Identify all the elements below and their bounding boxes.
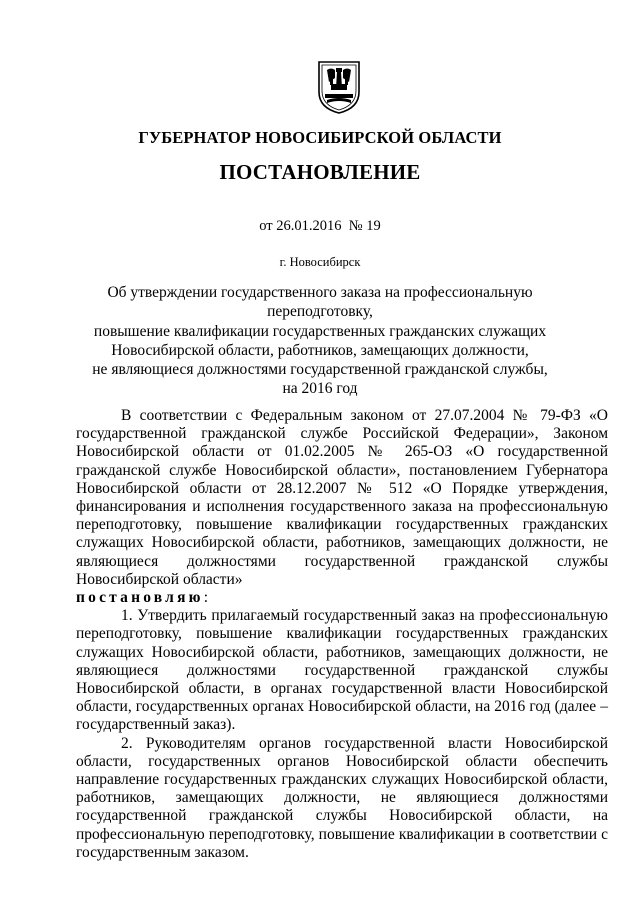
- subject-line: повышение квалификации государственных гражданских служащих: [93, 322, 547, 340]
- subject-line: на 2016 год: [282, 380, 358, 398]
- subject-line: Новосибирской области, работников, замещающих должности,: [111, 341, 529, 359]
- city-line: г. Новосибирск: [279, 255, 361, 269]
- document-body: [76, 407, 608, 862]
- document-subject: [60, 283, 580, 399]
- issuing-authority: ГУБЕРНАТОР НОВОСИБИРСКОЙ ОБЛАСТИ: [138, 128, 502, 147]
- resolve-colon: :: [203, 589, 209, 607]
- item-1-paragraph: 1. Утвердить прилагаемый государственный заказ на профессиональную переподготовку, повышение квалификации государственных гражданских служащих Новосибирской области, работников, замещающих должности, не являющиеся должностями государственной гражданской службы Новосибирской области, в органах государственной власти Новосибирской области, государственных органах Новосибирской области, на 2016 год (далее – государственный заказ).: [76, 607, 608, 734]
- document-type-title: ПОСТАНОВЛЕНИЕ: [219, 160, 421, 184]
- resolve-word: постановляю: [76, 589, 204, 607]
- item-2-paragraph: 2. Руководителям органов государственной власти Новосибирской области, государственных органов Новосибирской области обеспечить направление государственных гражданских служащих Новосибирской области, работников, замещающих должности, не являющиеся должностями государственной гражданской службы Новосибирской области, на профессиональную переподготовку, повышение квалификации в соответствии с государственным заказом.: [76, 734, 608, 861]
- date-number-text: от 26.01.2016 № 19: [259, 218, 381, 234]
- preamble-paragraph: В соответствии с Федеральным законом от 27.07.2004 № 79-ФЗ «О государственной гражданской службе Российской Федерации», Законом Новосибирской области от 01.02.2005 № 265-ОЗ «О государственной гражданской службе Новосибирской области», постановлением Губернатора Новосибирской области от 28.12.2007 № 512 «О Порядке утверждения, финансирования и исполнения государственного заказа на профессиональную переподготовку, повышение квалификации государственных гражданских служащих Новосибирской области, работников, замещающих должности, не являющиеся должностями государственной гражданской службы Новосибирской области»: [76, 407, 608, 588]
- date-number-line: [0, 218, 640, 235]
- resolution-line: [76, 589, 608, 607]
- subject-line: не являющиеся должностями государственной гражданской службы,: [92, 361, 548, 379]
- coat-of-arms-icon: [317, 58, 361, 114]
- subject-line: Об утверждении государственного заказа на профессиональную переподготовку,: [107, 284, 533, 321]
